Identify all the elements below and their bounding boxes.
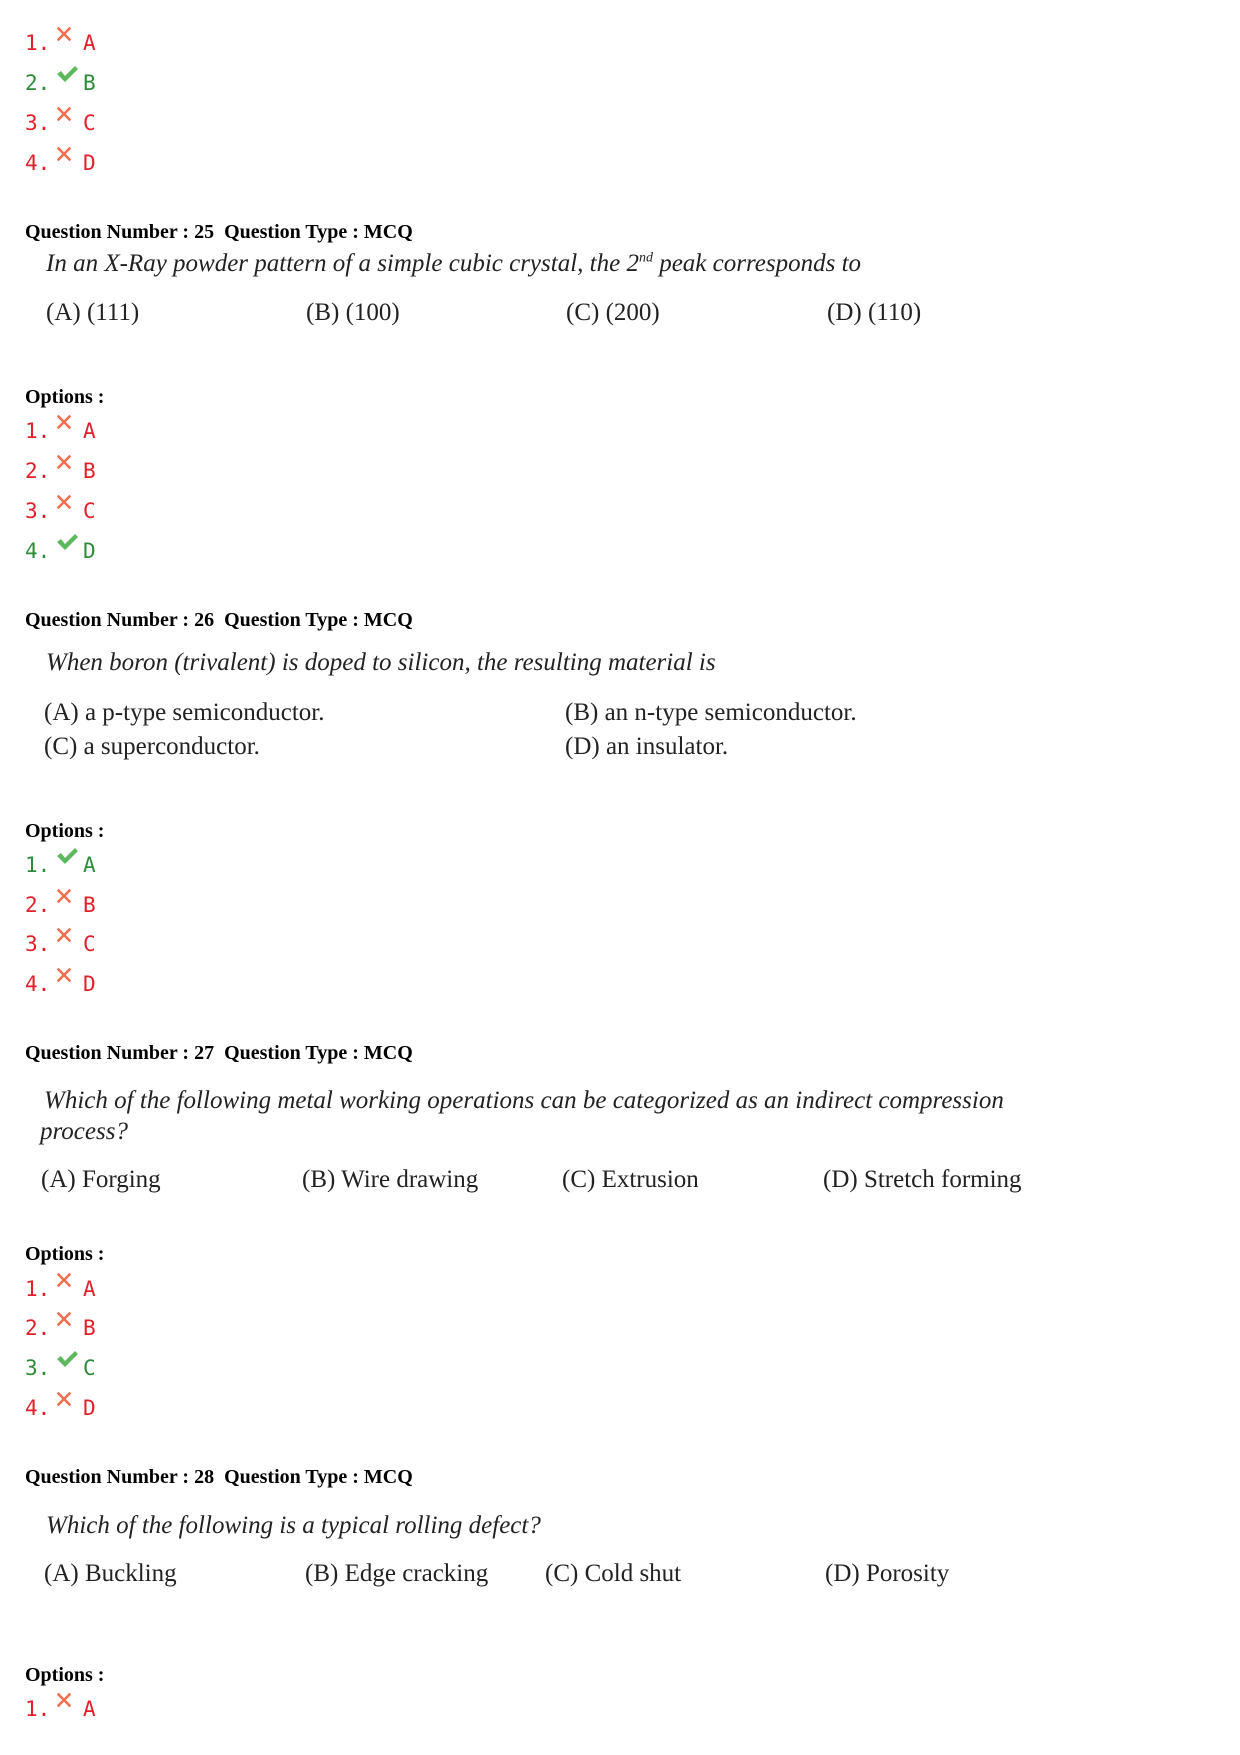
- question-text: Which of the following is a typical rolling defect?: [46, 1512, 541, 1539]
- option-item: [25, 68, 96, 98]
- option-item: [25, 929, 96, 959]
- option-number: 1.: [25, 853, 51, 877]
- option-letter: A: [83, 853, 96, 877]
- choice-b: (B) (100): [306, 299, 400, 326]
- option-letter: C: [83, 499, 96, 523]
- question-header: Question Number : 27 Question Type : MCQ: [25, 1042, 413, 1064]
- cross-icon: [55, 492, 83, 518]
- choice-c: (C) (200): [566, 299, 660, 326]
- options-label: Options :: [25, 1243, 105, 1265]
- choice-a: (A) Buckling: [44, 1560, 177, 1587]
- cross-icon: [55, 24, 83, 50]
- option-item: [25, 148, 96, 178]
- option-item: [25, 969, 96, 999]
- choice-d: (D) (110): [827, 299, 922, 326]
- question-text-part: peak corresponds to: [652, 250, 862, 277]
- question-text: [46, 250, 861, 278]
- option-item: [25, 496, 96, 526]
- option-number: 2.: [25, 893, 51, 917]
- cross-icon: [55, 965, 83, 991]
- option-number: 1.: [25, 419, 51, 443]
- option-item: [25, 1694, 96, 1724]
- option-letter: A: [83, 419, 96, 443]
- choice-c: (C) a superconductor.: [44, 733, 260, 760]
- choice-b: (B) an n-type semiconductor.: [565, 699, 857, 726]
- question-text: When boron (trivalent) is doped to silicon, the resulting material is: [46, 649, 716, 676]
- option-number: 4.: [25, 539, 51, 563]
- choice-b: (B) Edge cracking: [305, 1560, 489, 1587]
- cross-icon: [55, 104, 83, 130]
- option-item: [25, 28, 96, 58]
- option-letter: D: [83, 539, 96, 563]
- choice-a: (A) Forging: [41, 1166, 161, 1193]
- option-item: [25, 1393, 96, 1423]
- cross-icon: [55, 1270, 83, 1296]
- choice-b: (B) Wire drawing: [302, 1166, 479, 1193]
- question-header: Question Number : 26 Question Type : MCQ: [25, 609, 413, 631]
- option-item: [25, 1313, 96, 1343]
- check-icon: [55, 64, 83, 90]
- option-letter: C: [83, 111, 96, 135]
- cross-icon: [55, 452, 83, 478]
- question-header: Question Number : 25 Question Type : MCQ: [25, 221, 413, 243]
- choice-d: (D) an insulator.: [565, 733, 729, 760]
- option-letter: D: [83, 1396, 96, 1420]
- options-label: Options :: [25, 820, 105, 842]
- cross-icon: [55, 1690, 83, 1716]
- option-item: [25, 416, 96, 446]
- option-item: [25, 108, 96, 138]
- cross-icon: [55, 925, 83, 951]
- option-number: 1.: [25, 31, 51, 55]
- superscript: nd: [638, 250, 653, 266]
- cross-icon: [55, 1309, 83, 1335]
- option-number: 2.: [25, 459, 51, 483]
- option-item: [25, 1274, 96, 1304]
- option-letter: A: [83, 1697, 96, 1721]
- check-icon: [55, 1349, 83, 1375]
- choice-d: (D) Porosity: [825, 1560, 950, 1587]
- option-number: 4.: [25, 151, 51, 175]
- option-item: [25, 536, 96, 566]
- option-number: 4.: [25, 972, 51, 996]
- cross-icon: [55, 412, 83, 438]
- choice-c: (C) Extrusion: [562, 1166, 699, 1193]
- option-letter: B: [83, 893, 96, 917]
- option-letter: D: [83, 972, 96, 996]
- option-item: [25, 456, 96, 486]
- option-number: 4.: [25, 1396, 51, 1420]
- choice-c: (C) Cold shut: [545, 1560, 682, 1587]
- option-number: 3.: [25, 1356, 51, 1380]
- options-label: Options :: [25, 386, 105, 408]
- question-text-part: In an X-Ray powder pattern of a simple cubic crystal, the 2: [46, 250, 639, 277]
- option-letter: B: [83, 1316, 96, 1340]
- option-letter: C: [83, 932, 96, 956]
- options-label: Options :: [25, 1664, 105, 1686]
- question-text-line1: Which of the following metal working operations can be categorized as an indirect compression: [44, 1087, 1004, 1114]
- cross-icon: [55, 144, 83, 170]
- option-number: 1.: [25, 1277, 51, 1301]
- option-item: [25, 890, 96, 920]
- option-number: 3.: [25, 932, 51, 956]
- choice-d: (D) Stretch forming: [823, 1166, 1022, 1193]
- question-text-line2: process?: [40, 1118, 128, 1145]
- choice-a: (A) (111): [46, 299, 140, 326]
- option-number: 2.: [25, 71, 51, 95]
- option-number: 3.: [25, 499, 51, 523]
- option-letter: B: [83, 459, 96, 483]
- cross-icon: [55, 1389, 83, 1415]
- question-header: Question Number : 28 Question Type : MCQ: [25, 1466, 413, 1488]
- check-icon: [55, 846, 83, 872]
- option-item: [25, 850, 96, 880]
- option-letter: A: [83, 31, 96, 55]
- option-letter: A: [83, 1277, 96, 1301]
- option-letter: C: [83, 1356, 96, 1380]
- option-number: 3.: [25, 111, 51, 135]
- cross-icon: [55, 886, 83, 912]
- check-icon: [55, 532, 83, 558]
- option-letter: D: [83, 151, 96, 175]
- choice-a: (A) a p-type semiconductor.: [44, 699, 325, 726]
- option-item: [25, 1353, 96, 1383]
- option-number: 1.: [25, 1697, 51, 1721]
- option-number: 2.: [25, 1316, 51, 1340]
- option-letter: B: [83, 71, 96, 95]
